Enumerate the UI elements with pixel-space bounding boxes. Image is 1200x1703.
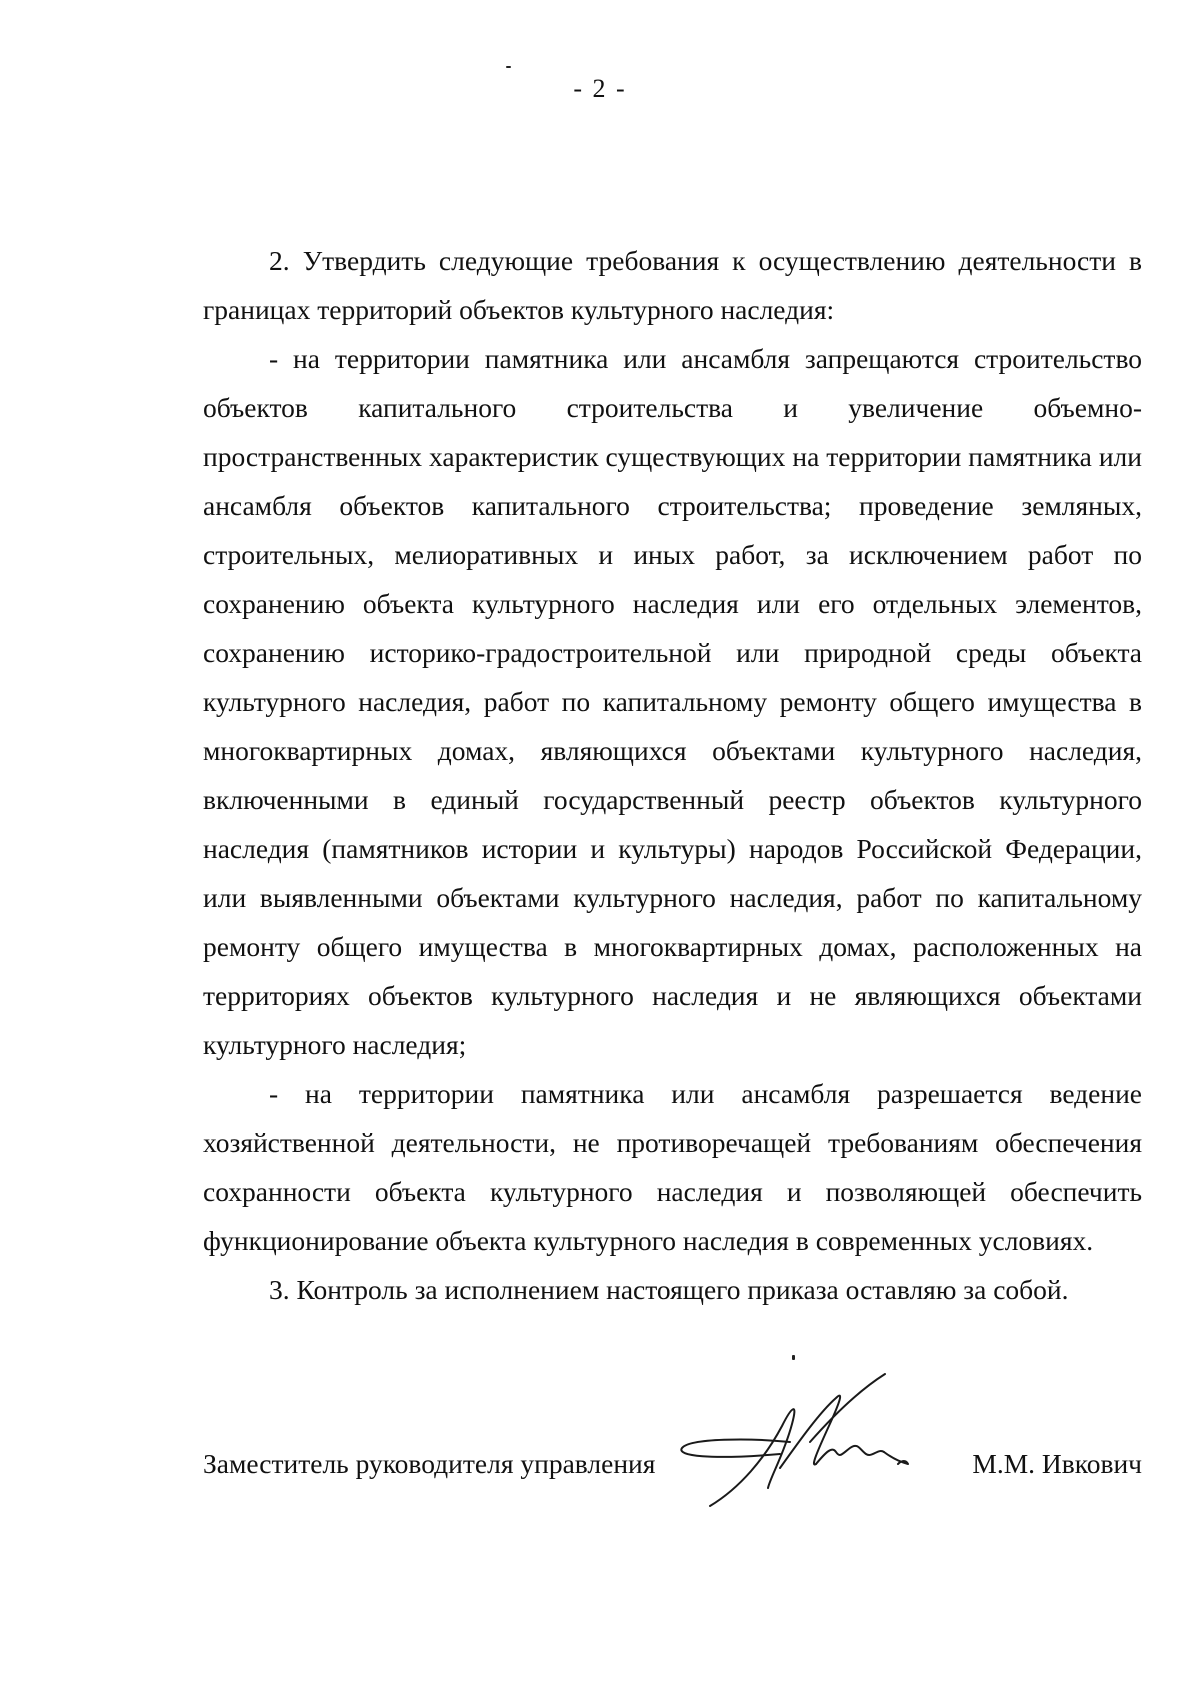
signer-name: М.М. Ивкович [972, 1448, 1142, 1479]
paragraph-control: 3. Контроль за исполнением настоящего приказа оставляю за собой. [269, 1274, 1069, 1305]
document-body [203, 236, 1142, 1314]
paragraph-permissions: - на территории памятника или ансамбля разрешается ведение хозяйственной деятельности, не противоречащей требованиям обеспечения сохранности объекта культурного наследия и позволяющей обеспечить функционирование объекта культурного наследия в современных условиях. [203, 1078, 1142, 1256]
scan-speck [506, 66, 511, 68]
scan-speck [792, 1355, 795, 1360]
page-number: - 2 - [573, 74, 627, 103]
paragraph-prohibitions: - на территории памятника или ансамбля запрещаются строительство объектов капитального строительства и увеличение объемно-пространственных характеристик существующих на территории памятника или ансамбля объектов капитального строительства; проведение земляных, строительных, мелиоративных и иных работ, за исключением работ по сохранению объекта культурного наследия или его отдельных элементов, сохранению историко-градостроительной или природной среды объекта культурного наследия, работ по капитальному ремонту общего имущества в многоквартирных домах, являющихся объектами культурного наследия, включенными в единый государственный реестр объектов культурного наследия (памятников истории и культуры) народов Российской Федерации, или выявленными объектами культурного наследия, работ по капитальному ремонту общего имущества в многоквартирных домах, расположенных на территориях объектов культурного наследия и не являющихся объектами культурного наследия; [203, 343, 1142, 1060]
signer-title: Заместитель руководителя управления [203, 1448, 656, 1479]
handwritten-signature [670, 1368, 970, 1518]
paragraph-requirements-intro: 2. Утвердить следующие требования к осуществлению деятельности в границах территорий объектов культурного наследия: [203, 245, 1142, 325]
